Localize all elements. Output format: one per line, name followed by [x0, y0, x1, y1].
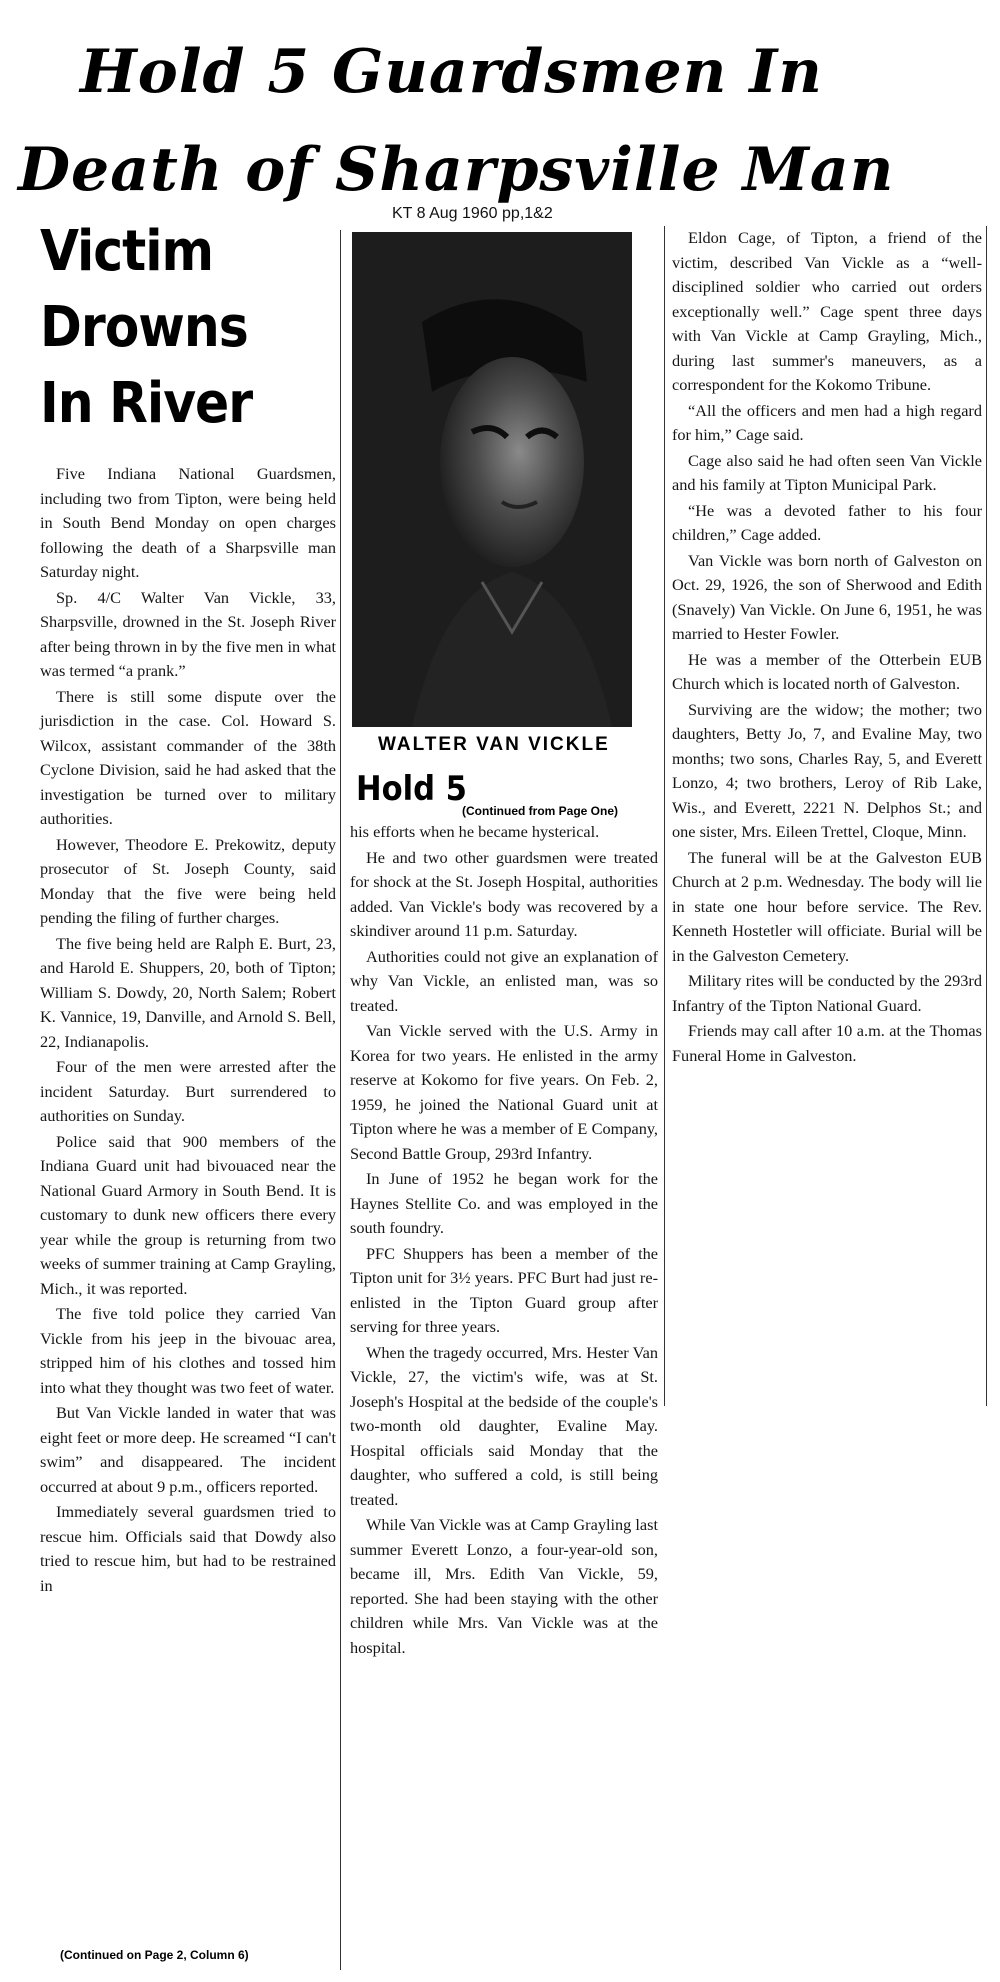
photo-caption: WALTER VAN VICKLE [378, 734, 610, 755]
continued-on-note: (Continued on Page 2, Column 6) [60, 1948, 249, 1962]
paragraph: When the tragedy occurred, Mrs. Hester Van Vickle, 27, the victim's wife, was at St. Joseph's Hospital at the bedside of the couple's two-month old daughter, Evaline May. Hospital officials said Monday that the daughter, who suffered a cold, is still being treated. [350, 1342, 658, 1509]
paragraph: The five told police they carried Van Vickle from his jeep in the bivouac area, stripped him of his clothes and tossed him into what they thought was two feet of water. [40, 1304, 336, 1397]
paragraph: “He was a devoted father to his four children,” Cage added. [672, 500, 982, 544]
paragraph: Surviving are the widow; the mother; two daughters, Betty Jo, 7, and Evaline May, two months; two sons, Charles Ray, 5, and Everett Lonzo, 4; two brothers, Leroy of Rib Lake, Wis., and Everett, 2221 N. Delphos St.; and one sister, Mrs. Eileen Trettel, Cloque, Minn. [672, 699, 982, 841]
column-divider [986, 226, 987, 1406]
paragraph: “All the officers and men had a high regard for him,” Cage said. [672, 400, 982, 444]
continuation-heading: Hold 5 [356, 769, 467, 809]
paragraph: Military rites will be conducted by the 293rd Infantry of the Tipton National Guard. [672, 971, 982, 1015]
paragraph: But Van Vickle landed in water that was eight feet or more deep. He screamed “I can't swim” and disappeared. The incident occurred at about 9 p.m., officers reported. [40, 1403, 336, 1496]
paragraph: The funeral will be at the Galveston EUB Church at 2 p.m. Wednesday. The body will lie in state one hour before service. The Rev. Kenneth Hostetler will officiate. Burial will be in the Galveston Cemetery. [672, 847, 982, 965]
paragraph: Authorities could not give an explanation of why Van Vickle, an enlisted man, was so treated. [350, 946, 658, 1015]
paragraph: In June of 1952 he began work for the Haynes Stellite Co. and was employed in the south foundry. [350, 1169, 658, 1237]
portrait-image [352, 232, 632, 727]
article-column-1 [40, 462, 336, 1598]
paragraph: Police said that 900 members of the Indiana Guard unit had bivouaced near the National Guard Armory in South Bend. It is customary to dunk new officers there every year while the group is returning from two weeks of summer training at Camp Grayling, Mich., it was reported. [40, 1131, 336, 1298]
article-column-2 [350, 820, 658, 1660]
paragraph: He was a member of the Otterbein EUB Church which is located north of Galveston. [672, 649, 982, 693]
paragraph: Eldon Cage, of Tipton, a friend of the victim, described Van Vickle as a “well-disciplined soldier who carried out orders exceptionally well.” Cage spent three days with Van Vickle at Camp Grayling, Mich., during last summer's maneuvers, as a correspondent for the Kokomo Tribune. [672, 228, 982, 394]
headline-line-2: Death of Sharpsville Man [18, 135, 895, 205]
column-divider [664, 226, 665, 1406]
paragraph: While Van Vickle was at Camp Grayling last summer Everett Lonzo, a four-year-old son, became ill, Mrs. Edith Van Vickle, 59, reported. She had been staying with the other children while Mrs. Van Vickle was at the hospital. [350, 1515, 658, 1657]
paragraph: He and two other guardsmen were treated for shock at the St. Joseph Hospital, authorities added. Van Vickle's body was recovered by a skindiver around 11 p.m. Saturday. [350, 847, 658, 940]
column-divider [340, 230, 341, 1970]
subheadline [40, 214, 252, 442]
article-column-3 [672, 226, 982, 1068]
paragraph: However, Theodore E. Prekowitz, deputy prosecutor of St. Joseph County, said Monday that the five were being held pending the filing of further charges. [40, 834, 336, 927]
portrait-photo [352, 232, 632, 727]
subheadline-line-3: In River [40, 371, 253, 436]
paragraph: Immediately several guardsmen tried to rescue him. Officials said that Dowdy also tried to rescue him, but had to be restrained in [40, 1502, 336, 1595]
paragraph: his efforts when he became hysterical. [350, 822, 600, 841]
paragraph: The five being held are Ralph E. Burt, 23, and Harold E. Shuppers, 20, both of Tipton; William S. Dowdy, 20, North Salem; Robert K. Vannice, 19, Danville, and Arnold S. Bell, 22, Indianapolis. [40, 933, 336, 1051]
paragraph: Friends may call after 10 a.m. at the Thomas Funeral Home in Galveston. [672, 1021, 982, 1065]
source-note: KT 8 Aug 1960 pp,1&2 [392, 205, 553, 222]
paragraph: Van Vickle served with the U.S. Army in Korea for two years. He enlisted in the army reserve at Kokomo for five years. On Feb. 2, 1959, he joined the National Guard unit at Tipton where he was a member of E Company, Second Battle Group, 293rd Infantry. [350, 1021, 658, 1163]
paragraph: Sp. 4/C Walter Van Vickle, 33, Sharpsville, drowned in the St. Joseph River after being thrown in by the five men in what was termed “a prank.” [40, 587, 336, 680]
headline-line-1: Hold 5 Guardsmen In [80, 37, 823, 107]
paragraph: Four of the men were arrested after the incident Saturday. Burt surrendered to authorities on Sunday. [40, 1057, 336, 1125]
paragraph: Five Indiana National Guardsmen, including two from Tipton, were being held in South Bend Monday on open charges following the death of a Sharpsville man Saturday night. [40, 464, 336, 581]
continued-from-note: (Continued from Page One) [462, 804, 618, 818]
paragraph: There is still some dispute over the jurisdiction in the case. Col. Howard S. Wilcox, assistant commander of the 38th Cyclone Division, said he had asked that the investigation be turned over to military authorities. [40, 686, 336, 828]
subheadline-line-1: Victim [40, 219, 213, 284]
paragraph: Cage also said he had often seen Van Vickle and his family at Tipton Municipal Park. [672, 450, 982, 494]
paragraph: PFC Shuppers has been a member of the Tipton unit for 3½ years. PFC Burt had just re-enlisted in the Tipton Guard group after serving for three years. [350, 1243, 658, 1336]
subheadline-line-2: Drowns [40, 295, 248, 360]
paragraph: Van Vickle was born north of Galveston on Oct. 29, 1926, the son of Sherwood and Edith (Snavely) Van Vickle. On June 6, 1951, he was married to Hester Fowler. [672, 550, 982, 643]
